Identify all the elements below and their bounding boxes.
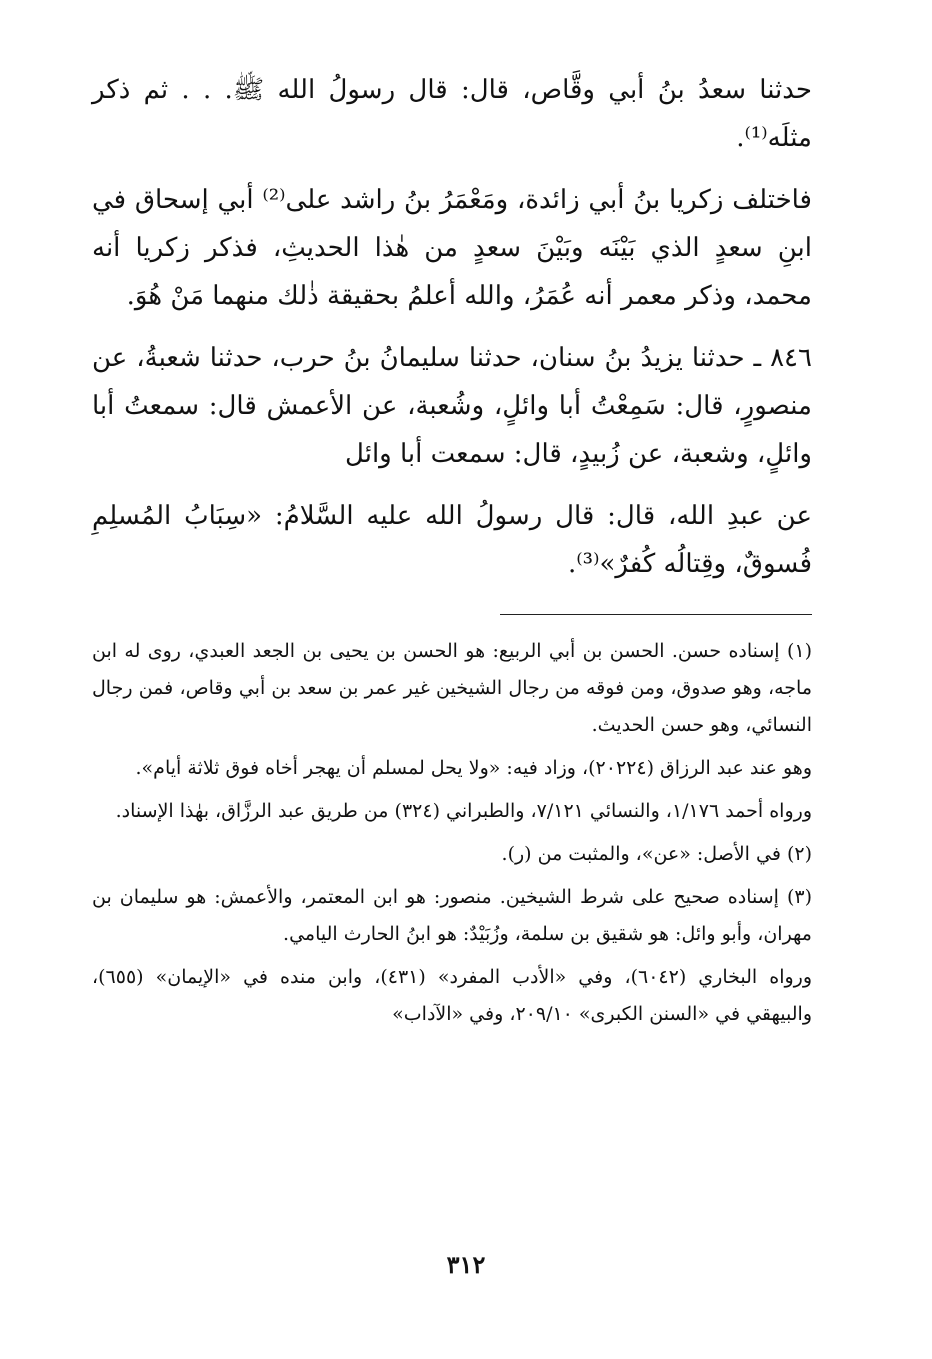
footnote-3-cont: ورواه البخاري (٦٠٤٢)، وفي «الأدب المفرد» (٤٣١)، وابن منده في «الإيمان» (٦٥٥)، والبيهقي في «السنن الكبرى» ٢٠٩/١٠، وفي «الآداب» — [92, 966, 813, 1025]
footnote-1: (١) إسناده حسن. الحسن بن أبي الربيع: هو الحسن بن يحيى بن الجعد العبدي، روى له ابن ماجه، وهو صدوق، ومن فوقه من رجال الشيخين غير عمر بن سعد بن أبي وقاص، فمن رجال النسائي، وهو حسن الحديث. — [92, 640, 812, 736]
footnotes — [92, 633, 812, 1033]
book-page — [92, 66, 812, 1326]
main-paragraph-4: عن عبدِ الله، قال: قال رسولُ الله عليه السَّلامُ: «سِبَابُ المُسلِمِ فُسوقٌ، وقِتالُه كُفرٌ»⁽³⁾. — [92, 501, 812, 579]
main-paragraph-3: ٨٤٦ ـ حدثنا يزيدُ بنُ سنان، حدثنا سليمانُ بنُ حرب، حدثنا شعبةُ، عن منصورٍ، قال: سَمِعْتُ أبا وائلٍ، وشُعبة، عن الأعمش قال: سمعتُ أبا وائلٍ، وشعبة، عن زُبيدٍ، قال: سمعت أبا وائل — [92, 343, 812, 469]
main-paragraph-2: فاختلف زكريا بنُ أبي زائدة، ومَعْمَرُ بنُ راشد على⁽²⁾ أبي إسحاق في ابنِ سعدٍ الذي بَيْنَه وبَيْنَ سعدٍ من هٰذا الحديثِ، فذكر زكريا أنه محمد، وذكر معمر أنه عُمَرُ، والله أعلمُ بحقيقة ذٰلك منهما مَنْ هُوَ. — [92, 185, 812, 311]
main-text — [92, 66, 812, 588]
footnote-1-cont-a: وهو عند عبد الرزاق (٢٠٢٢٤)، وزاد فيه: «ولا يحل لمسلم أن يهجر أخاه فوق ثلاثة أيام». — [135, 757, 812, 779]
footnote-1-cont-b: ورواه أحمد ١/١٧٦، والنسائي ٧/١٢١، والطبراني (٣٢٤) من طريق عبد الرزَّاق، بهٰذا الإسناد. — [115, 800, 812, 822]
footnote-separator — [500, 614, 812, 615]
footnote-2: (٢) في الأصل: «عن»، والمثبت من (ر). — [501, 843, 812, 865]
page-number: ٣١٢ — [446, 1250, 486, 1279]
main-paragraph-1: حدثنا سعدُ بنُ أبي وقَّاص، قال: قال رسولُ الله ﷺ. . . ثم ذكر مثلَه⁽¹⁾. — [92, 75, 812, 153]
footnote-3: (٣) إسناده صحيح على شرط الشيخين. منصور: هو ابن المعتمر، والأعمش: هو سليمان بن مهران، وأبو وائل: هو شقيق بن سلمة، وزُبَيْدٌ: هو ابنُ الحارث اليامي. — [92, 886, 812, 945]
